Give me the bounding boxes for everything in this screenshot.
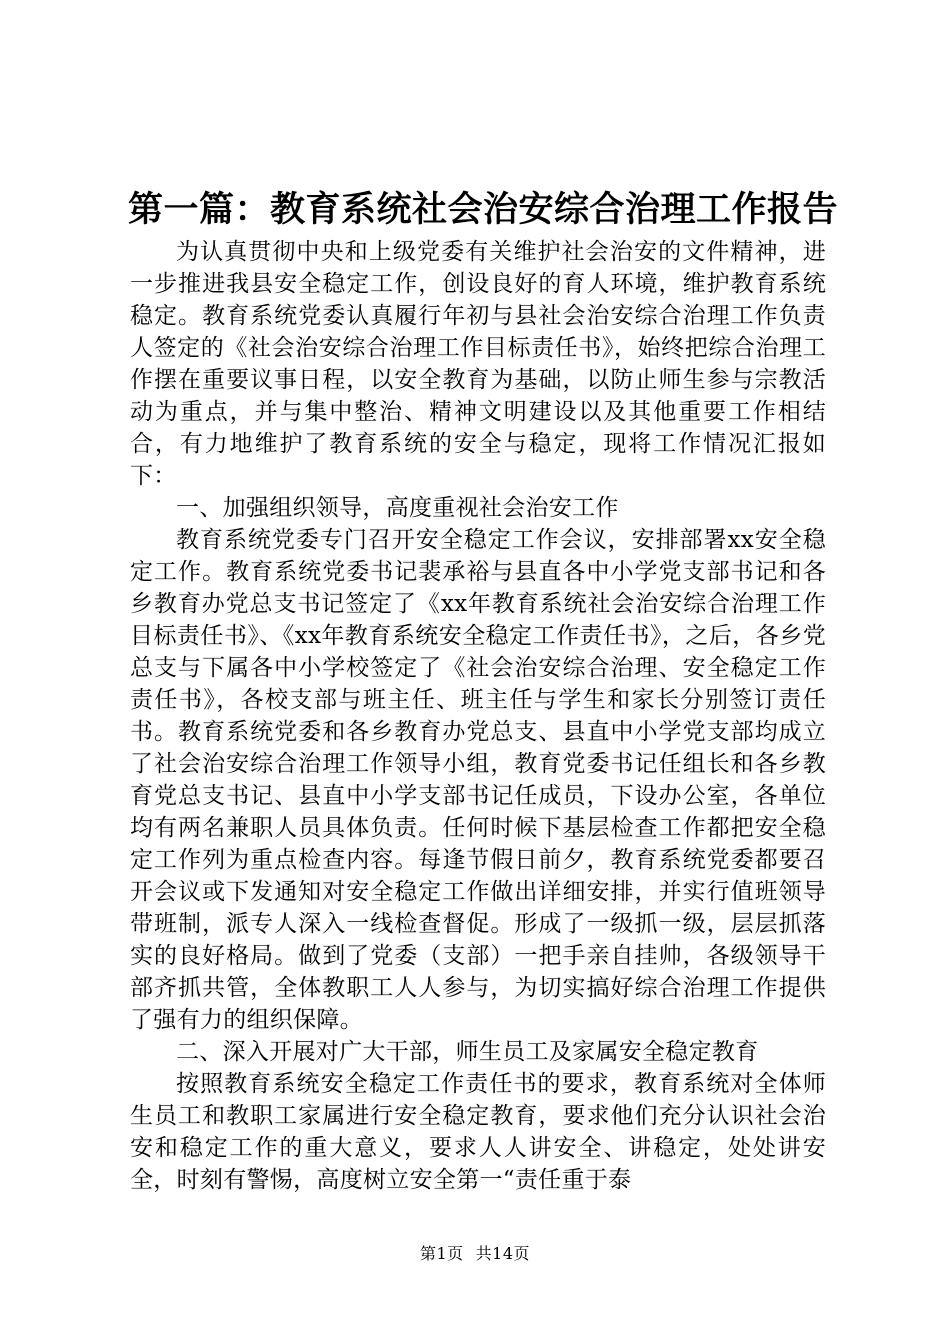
paragraph-section-1: 教育系统党委专门召开安全稳定工作会议，安排部署xx安全稳定工作。教育系统党委书记裴承裕与县直各中小学党支部书记和各乡教育办党总支书记签定了《xx年教育系统社会治安综合治理工作目标责任书》、《xx年教育系统安全稳定工作责任书》，之后，各乡党总支与下属各中小学校签定了《社会治安综合治理、安全稳定工作责任书》，各校支部与班主任、班主任与学生和家长分别签订责任书。教育系统党委和各乡教育办党总支、县直中小学党支部均成立了社会治安综合治理工作领导小组，教育党委书记任组长和各乡教育党总支书记、县直中小学支部书记任成员，下设办公室，各单位均有两名兼职人员具体负责。任何时候下基层检查工作都把安全稳定工作列为重点检查内容。每逢节假日前夕，教育系统党委都要召开会议或下发通知对安全稳定工作做出详细安排，并实行值班领导带班制，派专人深入一线检查督促。形成了一级抓一级，层层抓落实的良好格局。做到了党委（支部）一把手亲自挂帅，各级领导干部齐抓共管，全体教职工人人参与，为切实搞好综合治理工作提供了强有力的组织保障。 [130,527,826,1033]
paragraph-intro: 为认真贯彻中央和上级党委有关维护社会治安的文件精神，进一步推进我县安全稳定工作，创设良好的育人环境，维护教育系统稳定。教育系统党委认真履行年初与县社会治安综合治理工作负责人签定的《社会治安综合治理工作目标责任书》，始终把综合治理工作摆在重要议事日程，以安全教育为基础，以防止师生参与宗教活动为重点，并与集中整治、精神文明建设以及其他重要工作相结合，有力地维护了教育系统的安全与稳定，现将工作情况汇报如下： [130,239,826,489]
section-heading-1: 一、加强组织领导，高度重视社会治安工作 [176,495,619,521]
document-title: 第一篇：教育系统社会治安综合治理工作报告 [128,189,839,230]
document-body [130,236,826,1196]
paragraph-section-2: 按照教育系统安全稳定工作责任书的要求，教育系统对全体师生员工和教职工家属进行安全稳定教育，要求他们充分认识社会治安和稳定工作的重大意义，要求人人讲安全、讲稳定，处处讲安全，时刻有警惕，高度树立安全第一“责任重于泰 [130,1071,826,1193]
page-footer [0,1243,950,1265]
section-heading-2: 二、深入开展对广大干部，师生员工及家属安全稳定教育 [176,1039,759,1065]
page-number: 第1页 [419,1244,464,1263]
page-total: 共14页 [475,1244,531,1263]
